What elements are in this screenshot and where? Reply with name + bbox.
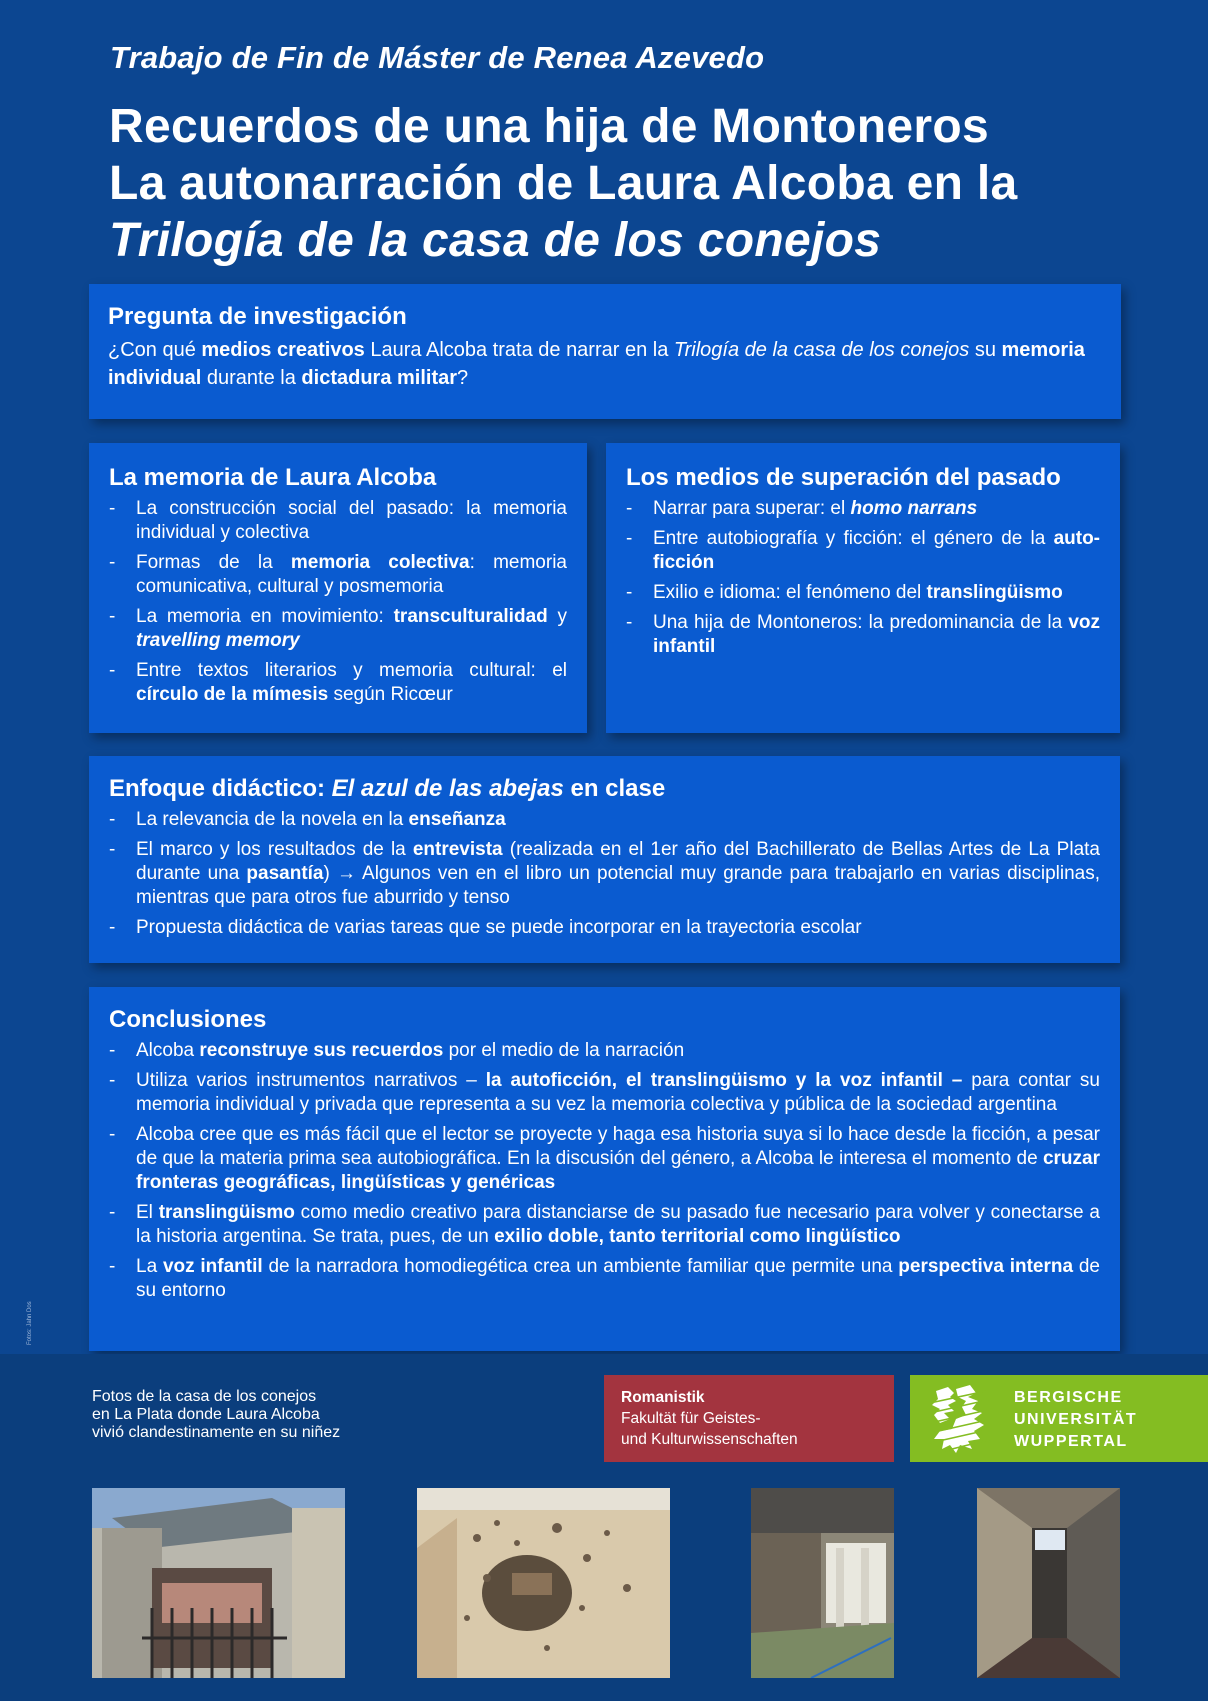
- list-item: - La memoria en movimiento: transculturalidad y travelling memory: [109, 606, 567, 651]
- lion-crest-icon: [926, 1383, 996, 1455]
- corridor-photo: [977, 1488, 1120, 1678]
- list-item: - Alcoba reconstruye sus recuerdos por el medio de la narración: [109, 1040, 685, 1061]
- list-item: - Entre textos literarios y memoria cultural: el círculo de la mímesis según Ricœur: [109, 660, 567, 705]
- list-item: - El translingüismo como medio creativo para distanciarse de su pasado fue necesario para volver y conectarse a la historia argentina. Se trata, pues, de un exilio doble, tanto territorial como lingüístico: [109, 1202, 1100, 1247]
- title-line-2: La autonarración de Laura Alcoba en la: [109, 157, 1018, 210]
- list-item: - La relevancia de la novela en la enseñanza: [109, 809, 506, 830]
- list-item: - Narrar para superar: el homo narrans: [626, 498, 978, 519]
- enfoque-box: [89, 756, 1120, 963]
- title-line-3: Trilogía de la casa de los conejos: [109, 214, 882, 267]
- research-question-box: [89, 284, 1121, 419]
- list-item: - La voz infantil de la narradora homodiegética crea un ambiente familiar que permite una perspectiva interna de su entorno: [109, 1256, 1100, 1301]
- medios-box: [606, 443, 1120, 733]
- title-line-1: Recuerdos de una hija de Montoneros: [109, 100, 989, 153]
- photo-credit: Fotos: Jahn Dos: [27, 1301, 33, 1345]
- medios-heading: Los medios de superación del pasado: [626, 464, 1061, 491]
- bullet-wall-photo: [417, 1488, 670, 1678]
- thesis-subtitle: Trabajo de Fin de Máster de Renea Azevedo: [110, 40, 765, 75]
- faculty-line-1: Fakultät für Geistes-: [621, 1410, 761, 1427]
- photo-caption: Fotos de la casa de los conejos en La Plata donde Laura Alcoba vivió clandestinamente en su niñez: [92, 1388, 341, 1441]
- courtyard-photo: [751, 1488, 894, 1678]
- poster-title: [109, 98, 1018, 269]
- conclusiones-heading: Conclusiones: [109, 1006, 267, 1033]
- list-item: - Propuesta didáctica de varias tareas que se puede incorporar en la trayectoria escolar: [109, 917, 862, 938]
- list-item: - Exilio e idioma: el fenómeno del translingüismo: [626, 582, 1063, 603]
- university-name: BERGISCHE UNIVERSITÄT WUPPERTAL: [1014, 1389, 1138, 1450]
- list-item: - Utiliza varios instrumentos narrativos – la autoficción, el translingüismo y la voz infantil – para contar su memoria individual y privada que representa a su vez la memoria colectiva y pública de la sociedad argentina: [109, 1070, 1100, 1115]
- memoria-heading: La memoria de Laura Alcoba: [109, 464, 437, 491]
- list-item: - Alcoba cree que es más fácil que el lector se proyecte y haga esa historia suya si lo hace desde la ficción, a pesar de que la materia prima sea autobiográfica. En la discusión del género, a Alcoba le interesa el momento de cruzar fronteras geográficas, lingüísticas y genéricas: [109, 1124, 1100, 1193]
- conclusiones-list: [109, 1039, 1100, 1303]
- list-item: - Entre autobiografía y ficción: el género de la auto-ficción: [626, 528, 1100, 573]
- research-question-heading: Pregunta de investigación: [108, 303, 407, 330]
- list-item: - Formas de la memoria colectiva: memoria comunicativa, cultural y posmemoria: [109, 552, 567, 597]
- university-logo: [910, 1375, 1208, 1462]
- enfoque-list: [109, 808, 1100, 940]
- romanistik-label: [604, 1375, 894, 1462]
- list-item: - Una hija de Montoneros: la predominancia de la voz infantil: [626, 612, 1100, 657]
- faculty-line-2: und Kulturwissenschaften: [621, 1431, 798, 1448]
- memoria-list: [109, 497, 567, 707]
- research-question-text: ¿Con qué medios creativos Laura Alcoba trata de narrar en la Trilogía de la casa de los conejos su memoria individual durante la dictadura militar?: [108, 339, 1085, 389]
- medios-list: [626, 497, 1100, 659]
- memoria-box: [89, 443, 587, 733]
- list-item: - El marco y los resultados de la entrevista (realizada en el 1er año del Bachillerato de Bellas Artes de La Plata durante una pasantía) → Algunos ven en el libro un potencial muy grande para trabajarlo en varias disciplinas, mientras que para otros fue aburrido y tenso: [109, 839, 1101, 908]
- conclusiones-box: [89, 987, 1120, 1351]
- romanistik-name: Romanistik: [621, 1389, 705, 1406]
- enfoque-heading: Enfoque didáctico: El azul de las abejas en clase: [109, 775, 666, 802]
- list-item: - La construcción social del pasado: la memoria individual y colectiva: [109, 498, 567, 543]
- house-facade-photo: [92, 1488, 345, 1678]
